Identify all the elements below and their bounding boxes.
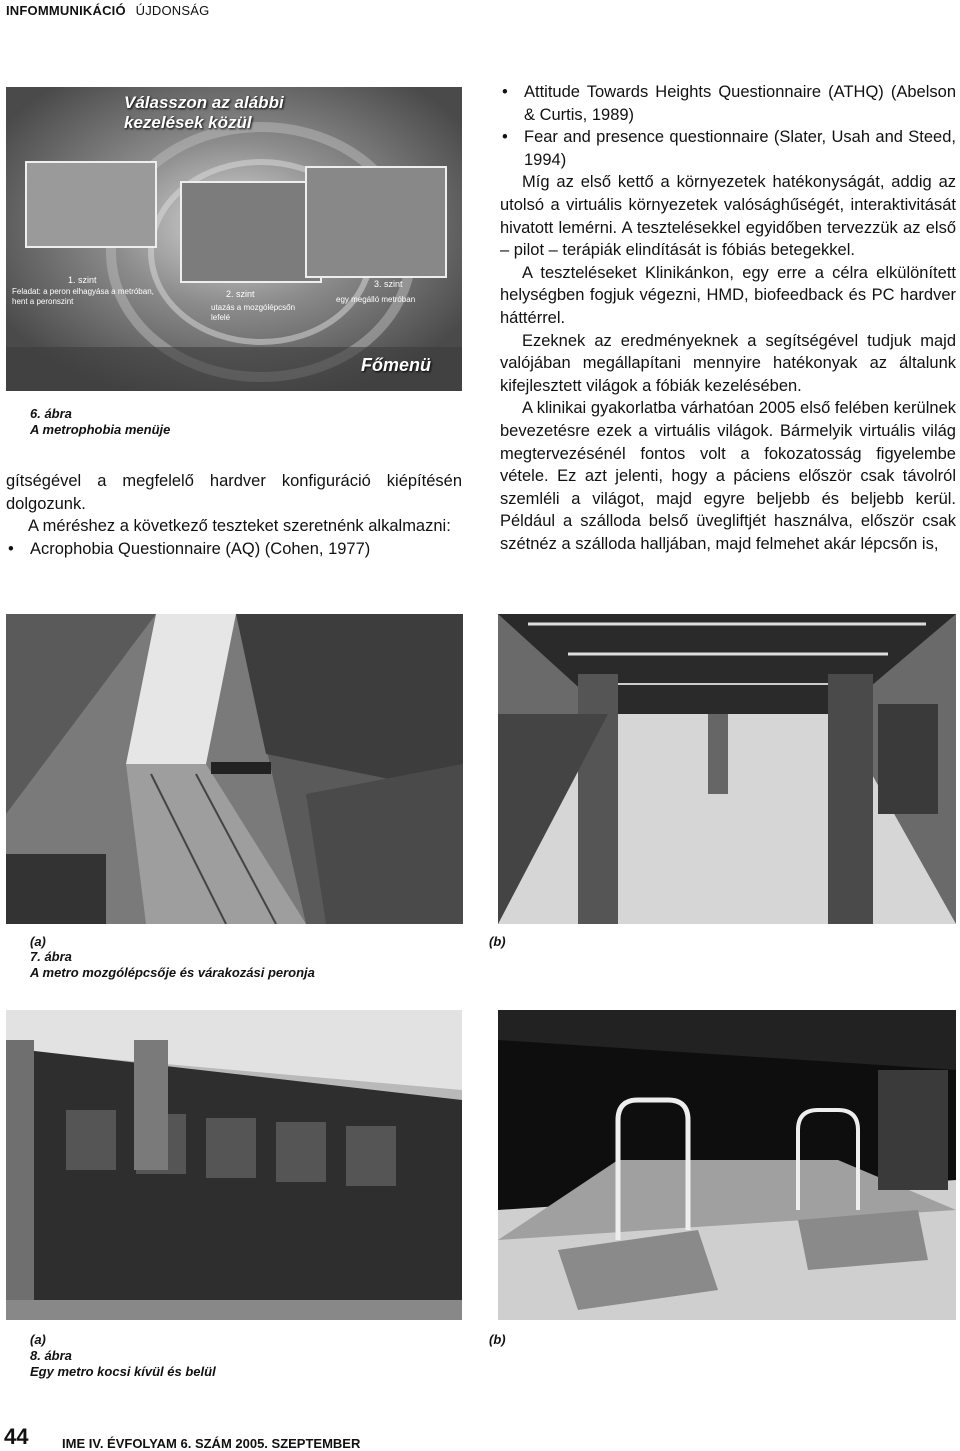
figure-6-image [6,87,462,391]
figure-6-item2-desc: utazás a mozgólépcsőn lefelé [211,303,296,322]
figure-8b-image [498,1010,956,1320]
header-section: INFOMMUNIKÁCIÓ [6,3,126,18]
left-paragraph-1: gítségével a megfelelő hardver konfiguráció kiépítésén dolgozunk. [6,472,462,513]
left-column-text [6,470,462,560]
page-number: 44 [4,1424,29,1449]
list-item: • Acrophobia Questionnaire (AQ) (Cohen, 1977) [6,538,462,561]
figure-7-caption-title: A metro mozgólépcsője és várakozási peronja [30,965,315,980]
figure-6-item2-label[interactable]: 2. szint [226,289,255,299]
journal-info: IME IV. ÉVFOLYAM 6. SZÁM 2005. SZEPTEMBER [62,1436,361,1451]
figure-6-item3-desc: egy megálló metróban [336,295,416,304]
figure-7b-image [498,614,956,924]
right-paragraph-1: Míg az első kettő a környezetek hatékonyságát, addig az utolsó a virtuális környezetek valósághűségét, interaktivitását hivatott lemérni. A tesztelésekkel egyidőben tervezzük az első – pilot – terápiák elindítását is fóbiás betegekkel. [500,173,956,260]
header-subsection: ÚJDONSÁG [135,3,210,18]
right-paragraph-2: A teszteléseket Klinikánkon, egy erre a célra elkülönített helységben fogjuk végezni, HMD, biofeedback és PC hardver háttérrel. [500,263,956,327]
figure-8-caption-title: Egy metro kocsi kívül és belül [30,1364,216,1379]
figure-7-caption [30,949,315,981]
figure-6-item3-label[interactable]: 3. szint [374,279,403,289]
figure-6-caption-number: 6. ábra [30,406,72,421]
figure-7b-label: (b) [489,934,506,949]
figure-6-menu-title: Válasszon az alábbi kezelések közül [124,93,284,132]
figure-7a-image [6,614,463,924]
list-item: • Fear and presence questionnaire (Slater, Usah and Steed, 1994) [500,126,956,171]
figure-6-caption [30,406,170,438]
running-header [6,3,209,18]
figure-7a-label: (a) [30,934,46,949]
figure-7-caption-number: 7. ábra [30,949,72,964]
right-paragraph-3: Ezeknek az eredményeknek a segítségével tudjuk majd valójában megállapítani mennyire hatékonyak az általunk kifejlesztett világok a fóbiák kezelésében. [500,331,956,395]
figure-8a-image [6,1010,462,1320]
left-paragraph-2: A méréshez a következő teszteket szeretnénk alkalmazni: [28,517,451,536]
figure-6-item1-label[interactable]: 1. szint [68,275,97,285]
figure-6-main-menu-button[interactable]: Főmenü [361,355,431,375]
right-paragraph-4: A klinikai gyakorlatba várhatóan 2005 első felében kerülnek bevezetésre ezek a virtuális világok. Bármelyik virtuális világ megtervezésénél fontos volt a fokozatosság figyelembe vétele. Ez azt jelenti, hogy a páciens először csak távolról szemléli a világot, majd egyre beljebb és beljebb kerül. Például a szálloda belső üvegliftjét használva, először csak szétnéz a szálloda halljában, majd felmehet akár lépcsőn is, [500,399,956,553]
figure-6-item1-desc: Feladat: a peron elhagyása a metróban, hent a peronszint [12,287,154,306]
figure-6-caption-title: A metrophobia menüje [30,422,171,437]
figure-8a-label: (a) [30,1332,46,1347]
figure-8-caption [30,1348,216,1380]
list-item: • Attitude Towards Heights Questionnaire (ATHQ) (Abelson & Curtis, 1989) [500,81,956,126]
figure-8b-label: (b) [489,1332,506,1347]
figure-8-caption-number: 8. ábra [30,1348,72,1363]
right-column-text [500,81,956,555]
